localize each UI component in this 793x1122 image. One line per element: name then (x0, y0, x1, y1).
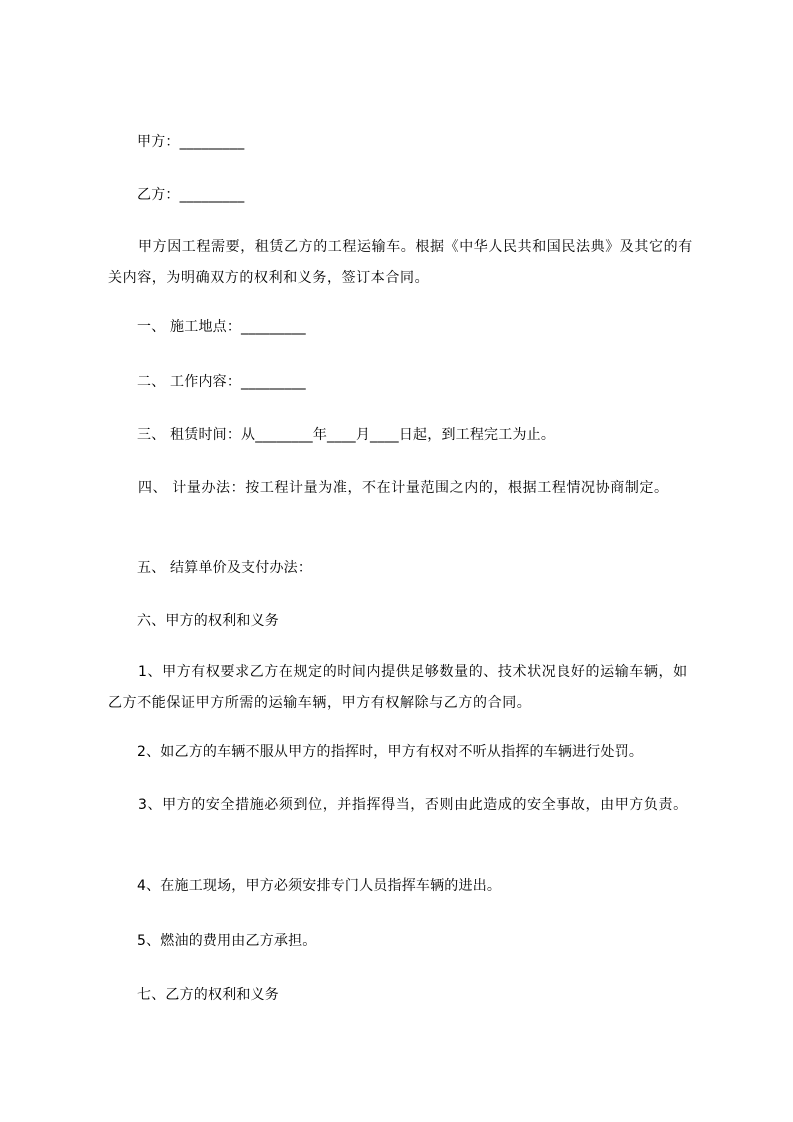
duty-item-1: 1、甲方有权要求乙方在规定的时间内提供足够数量的、技术状况良好的运输车辆，如乙方不能保证甲方所需的运输车辆，甲方有权解除与乙方的合同。 (108, 664, 688, 711)
duty-item-3: 3、甲方的安全措施必须到位，并指挥得当，否则由此造成的安全事故，由甲方负责。 (138, 797, 688, 813)
duty-item-5: 5、燃油的费用由乙方承担。 (137, 933, 317, 949)
clause-1-site: 一、 施工地点：_________ (137, 319, 306, 335)
duty-item-2: 2、如乙方的车辆不服从甲方的指挥时，甲方有权对不听从指挥的车辆进行处罚。 (137, 744, 644, 760)
clause-7-heading: 七、乙方的权利和义务 (137, 987, 279, 1003)
clause-2-work: 二、 工作内容：_________ (137, 374, 306, 390)
clause-5-settlement: 五、 结算单价及支付办法： (137, 560, 313, 576)
clause-4-measure: 四、 计量办法：按工程计量为准，不在计量范围之内的，根据工程情况协商制定。 (138, 480, 669, 496)
party-b-line: 乙方：_________ (137, 187, 245, 203)
intro-paragraph: 甲方因工程需要，租赁乙方的工程运输车。根据《中华人民共和国民法典》及其它的有关内容，为明确双方的权利和义务，签订本合同。 (108, 239, 693, 286)
party-a-line: 甲方：_________ (137, 134, 245, 150)
clause-6-heading: 六、甲方的权利和义务 (137, 613, 279, 629)
clause-3-period: 三、 租赁时间：从________年____月____日起，到工程完工为止。 (137, 427, 556, 443)
duty-item-4: 4、在施工现场，甲方必须安排专门人员指挥车辆的进出。 (137, 878, 502, 894)
